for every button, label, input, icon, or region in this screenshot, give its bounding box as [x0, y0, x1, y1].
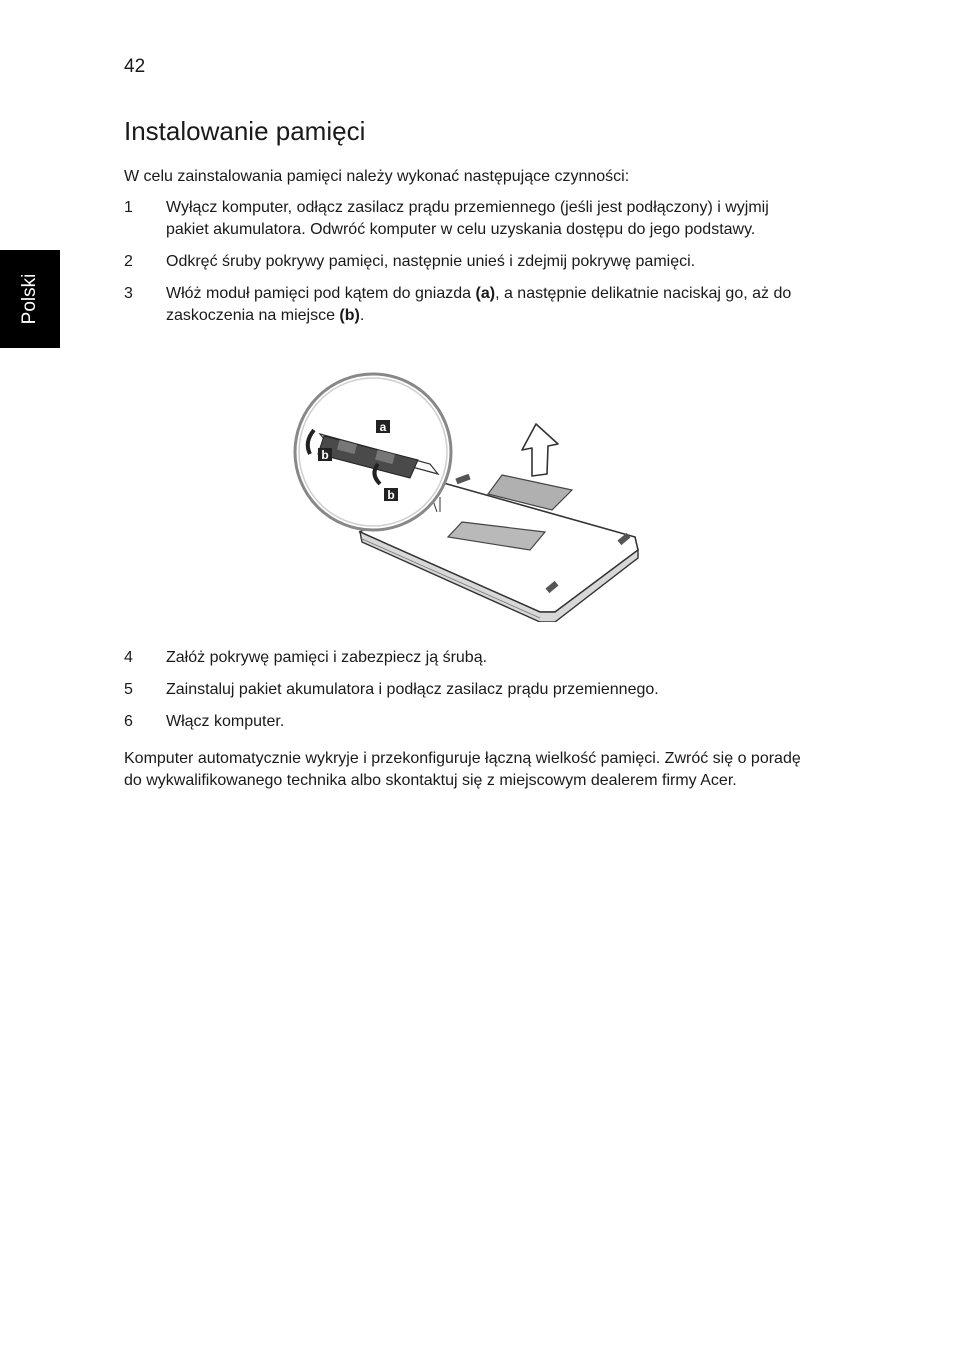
- figure-label-a: a: [379, 420, 387, 434]
- step-number: 5: [124, 681, 133, 698]
- step-item: [124, 711, 814, 733]
- step-number: 6: [124, 713, 133, 730]
- step-text: Odkręć śruby pokrywy pamięci, następnie unieś i zdejmij pokrywę pamięci.: [166, 253, 696, 270]
- step-number: 1: [124, 199, 133, 216]
- memory-install-illustration: [290, 372, 650, 622]
- step-item: [124, 283, 814, 327]
- intro-text: W celu zainstalowania pamięci należy wykonać następujące czynności:: [124, 168, 630, 185]
- step-text: Zainstaluj pakiet akumulatora i podłącz zasilacz prądu przemiennego.: [166, 681, 659, 698]
- language-tab-label: Polski: [19, 273, 40, 325]
- step-number: 2: [124, 253, 133, 270]
- step-text-part: Włóż moduł pamięci pod kątem do gniazda: [166, 285, 476, 302]
- step-text: Załóż pokrywę pamięci i zabezpiecz ją śrubą.: [166, 649, 488, 666]
- step-text-part: .: [359, 307, 365, 324]
- step-item: [124, 251, 814, 273]
- step-text-part: , a następnie delikatnie naciskaj go, aż do zaskoczenia na miejsce: [166, 285, 792, 324]
- step-item: [124, 647, 814, 669]
- step-number: 3: [124, 285, 133, 302]
- figure-label-b-bottom: b: [387, 488, 395, 502]
- page-title: Instalowanie pamięci: [124, 116, 366, 146]
- step-text: Wyłącz komputer, odłącz zasilacz prądu przemiennego (jeśli jest podłączony) i wyjmij pakiet akumulatora. Odwróć komputer w celu uzyskania dostępu do jego podstawy.: [166, 199, 769, 238]
- figure-label-b-left: b: [321, 448, 329, 462]
- step-bold-label-b: (b): [339, 307, 360, 324]
- step-item: [124, 679, 814, 701]
- language-tab: [0, 250, 60, 348]
- page-number: 42: [124, 56, 146, 77]
- steps-list-before: [124, 197, 814, 337]
- lift-arrow-icon: [522, 424, 558, 476]
- steps-list-after: [124, 647, 814, 743]
- step-number: 4: [124, 649, 133, 666]
- closing-paragraph: Komputer automatycznie wykryje i przekonfiguruje łączną wielkość pamięci. Zwróć się o poradę do wykwalifikowanego technika albo skontaktuj się z miejscowym dealerem firmy Acer.: [124, 750, 801, 789]
- magnified-detail: [295, 374, 451, 530]
- step-item: [124, 197, 814, 241]
- step-bold-label-a: (a): [475, 285, 496, 302]
- step-text: Włącz komputer.: [166, 713, 285, 730]
